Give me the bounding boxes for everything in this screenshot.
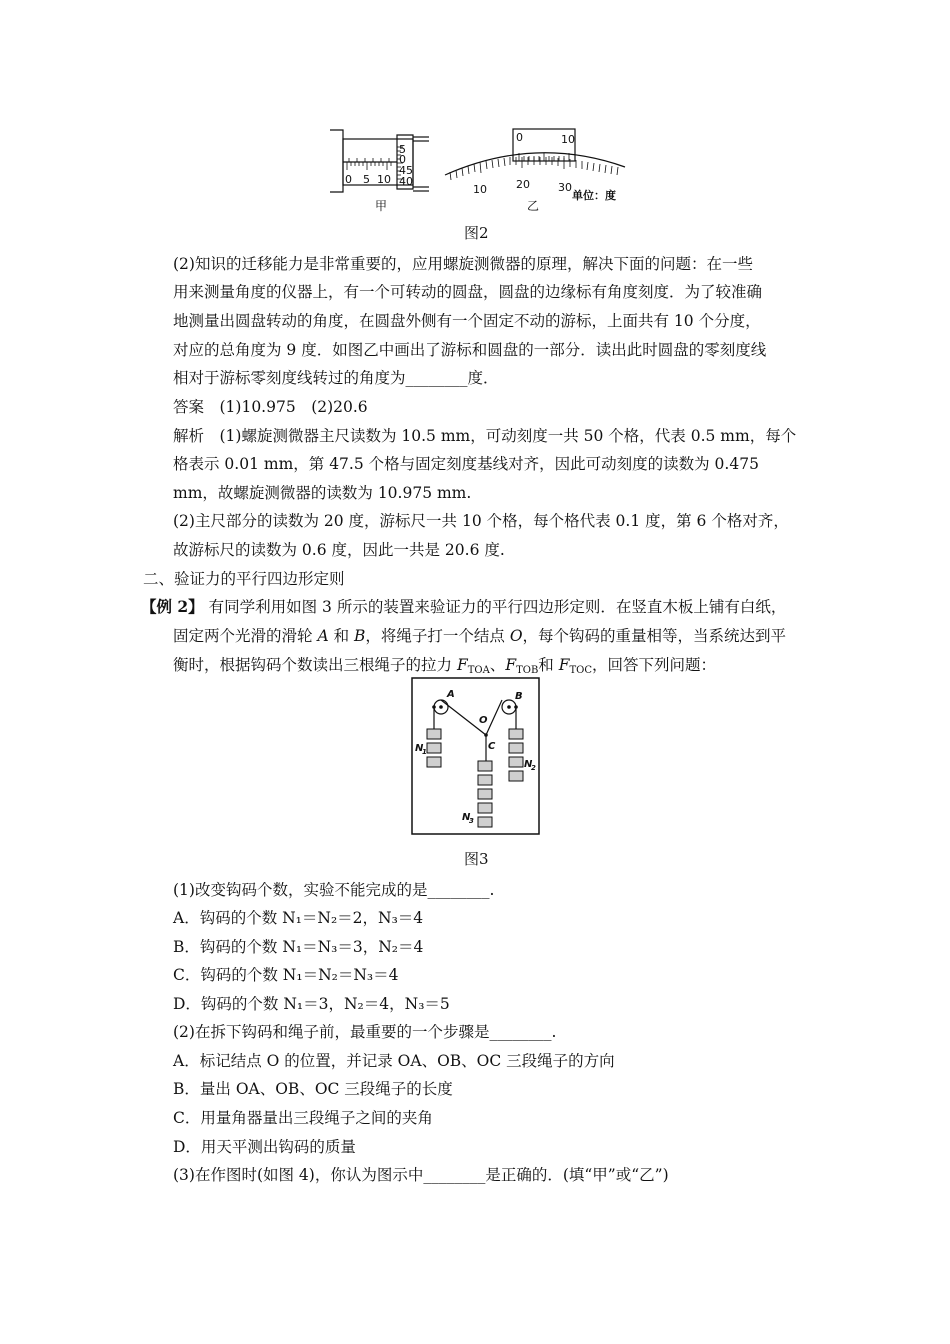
label-n2-sub: 2: [531, 764, 536, 772]
example-2-line-1: [141, 596, 786, 618]
ex2-f1: F: [456, 656, 468, 674]
ex2-pulley-a: A: [317, 627, 329, 645]
angle-vernier-yi: [445, 129, 625, 180]
disc-label-30: 30: [558, 181, 572, 194]
figure-3-diagram: [411, 677, 540, 835]
label-n2: N: [524, 759, 533, 770]
q2-line-1: (2)知识的迁移能力是非常重要的，应用螺旋测微器的原理，解决下面的问题：在一些: [173, 255, 753, 273]
ex2-sub-toc: TOC: [569, 665, 593, 676]
ex2-he: 和: [538, 656, 559, 674]
q2-option-c: C．用量角器量出三段绳子之间的夹角: [173, 1109, 433, 1127]
weight-n3-3: [478, 789, 492, 799]
q1-option-b: B．钩码的个数 N₁＝N₃＝3，N₂＝4: [173, 938, 424, 956]
weight-n2-3: [509, 757, 523, 767]
main-scale-10: 10: [377, 173, 391, 186]
ex2-l3a: 衡时，根据钩码个数读出三根绳子的拉力: [173, 656, 457, 674]
answer-line: 答案 (1)10.975 (2)20.6: [173, 398, 368, 416]
weight-n2-2: [509, 743, 523, 753]
analysis-line-2: 格表示 0.01 mm，第 47.5 个格与固定刻度基线对齐，因此可动刻度的读数为 0.475: [173, 455, 759, 473]
disc-label-10: 10: [473, 183, 487, 196]
analysis-line-3: mm，故螺旋测微器的读数为 10.975 mm.: [173, 484, 472, 502]
weight-n3-1: [478, 761, 492, 771]
example-2-line-2: [173, 625, 786, 647]
figure-2-caption: 图2: [464, 224, 489, 242]
label-a: A: [447, 689, 455, 700]
thimble-scale-0: 0: [399, 153, 406, 166]
label-n3-sub: 3: [469, 817, 474, 825]
vernier-label-10: 10: [561, 133, 575, 146]
weight-n1-3: [427, 757, 441, 767]
thimble-scale-5: 5: [399, 143, 406, 156]
label-c: C: [488, 741, 496, 752]
ex2-sub-toa: TOA: [467, 665, 490, 676]
ex2-l3b: ，回答下列问题：: [592, 656, 717, 674]
ex2-pulley-b: B: [354, 627, 366, 645]
weight-n1-2: [427, 743, 441, 753]
q2-line-4: 对应的总角度为 9 度．如图乙中画出了游标和圆盘的一部分．读出此时圆盘的零刻度线: [173, 341, 767, 359]
section-2-title: 二、验证力的平行四边形定则: [143, 570, 345, 588]
q1-option-a: A．钩码的个数 N₁＝N₂＝2，N₃＝4: [173, 909, 424, 927]
q2-line-3: 地测量出圆盘转动的角度，在圆盘外侧有一个固定不动的游标，上面共有 10 个分度，: [173, 312, 761, 330]
q2-line-2: 用来测量角度的仪器上，有一个可转动的圆盘，圆盘的边缘标有角度刻度．为了较准确: [173, 283, 763, 301]
main-scale-0: 0: [345, 173, 352, 186]
ex2-sub-tob: TOB: [516, 665, 539, 676]
disc-label-20: 20: [516, 178, 530, 191]
q2-line-5: 相对于游标零刻度线转过的角度为________度．: [173, 369, 499, 387]
ex2-l2a: 固定两个光滑的滑轮: [173, 627, 318, 645]
thimble-scale-45: 45: [399, 164, 413, 177]
label-n1-sub: 1: [422, 748, 427, 756]
weight-n2-1: [509, 729, 523, 739]
q1-option-c: C．钩码的个数 N₁＝N₂＝N₃＝4: [173, 966, 399, 984]
ex2-f2: F: [505, 656, 517, 674]
vernier-label-0: 0: [516, 131, 523, 144]
analysis-line-4: (2)主尺部分的读数为 20 度，游标尺一共 10 个格，每个格代表 0.1 度，第 6 个格对齐，: [173, 512, 789, 530]
label-jia: 甲: [375, 199, 388, 213]
q1-stem: (1)改变钩码个数，实验不能完成的是________.: [173, 881, 495, 899]
figure-2-diagram: [325, 125, 635, 217]
ex2-l2b: 和: [328, 627, 354, 645]
weight-n3-4: [478, 803, 492, 813]
example-2-tag: 【例 2】: [141, 597, 204, 616]
label-o: O: [479, 715, 488, 726]
analysis-line-5: 故游标尺的读数为 0.6 度，因此一共是 20.6 度.: [173, 541, 505, 559]
ex2-f3: F: [558, 656, 570, 674]
example-2-text-1: 有同学利用如图 3 所示的装置来验证力的平行四边形定则．在竖直木板上铺有白纸，: [208, 598, 787, 616]
label-yi: 乙: [527, 199, 540, 213]
weight-n3-2: [478, 775, 492, 785]
unit-label: 单位：度: [572, 189, 616, 202]
weight-n3-5: [478, 817, 492, 827]
q2-option-d: D．用天平测出钩码的质量: [173, 1138, 356, 1156]
label-n3: N: [462, 812, 471, 823]
analysis-line-1: 解析 (1)螺旋测微器主尺读数为 10.5 mm，可动刻度一共 50 个格，代表 0.5 mm，每个: [173, 427, 797, 445]
label-b: B: [515, 691, 523, 702]
label-n1: N: [415, 743, 424, 754]
q2-option-a: A．标记结点 O 的位置，并记录 OA、OB、OC 三段绳子的方向: [173, 1052, 615, 1070]
ex2-l2d: ，每个钩码的重量相等，当系统达到平: [522, 627, 787, 645]
weight-n2-4: [509, 771, 523, 781]
main-scale-5: 5: [363, 173, 370, 186]
q2-option-b: B．量出 OA、OB、OC 三段绳子的长度: [173, 1080, 453, 1098]
ex2-sep: 、: [489, 656, 506, 674]
weight-n1-1: [427, 729, 441, 739]
q1-option-d: D．钩码的个数 N₁＝3，N₂＝4，N₃＝5: [173, 995, 450, 1013]
q3-stem: (3)在作图时(如图 4)，你认为图示中________是正确的．(填“甲”或“乙”): [173, 1166, 669, 1184]
ex2-l2c: ，将绳子打一个结点: [365, 627, 510, 645]
thimble-scale-40: 40: [399, 175, 413, 188]
q2-stem: (2)在拆下钩码和绳子前，最重要的一个步骤是________.: [173, 1023, 557, 1041]
ex2-knot-o: O: [509, 627, 523, 645]
figure-3-caption: 图3: [464, 850, 489, 868]
